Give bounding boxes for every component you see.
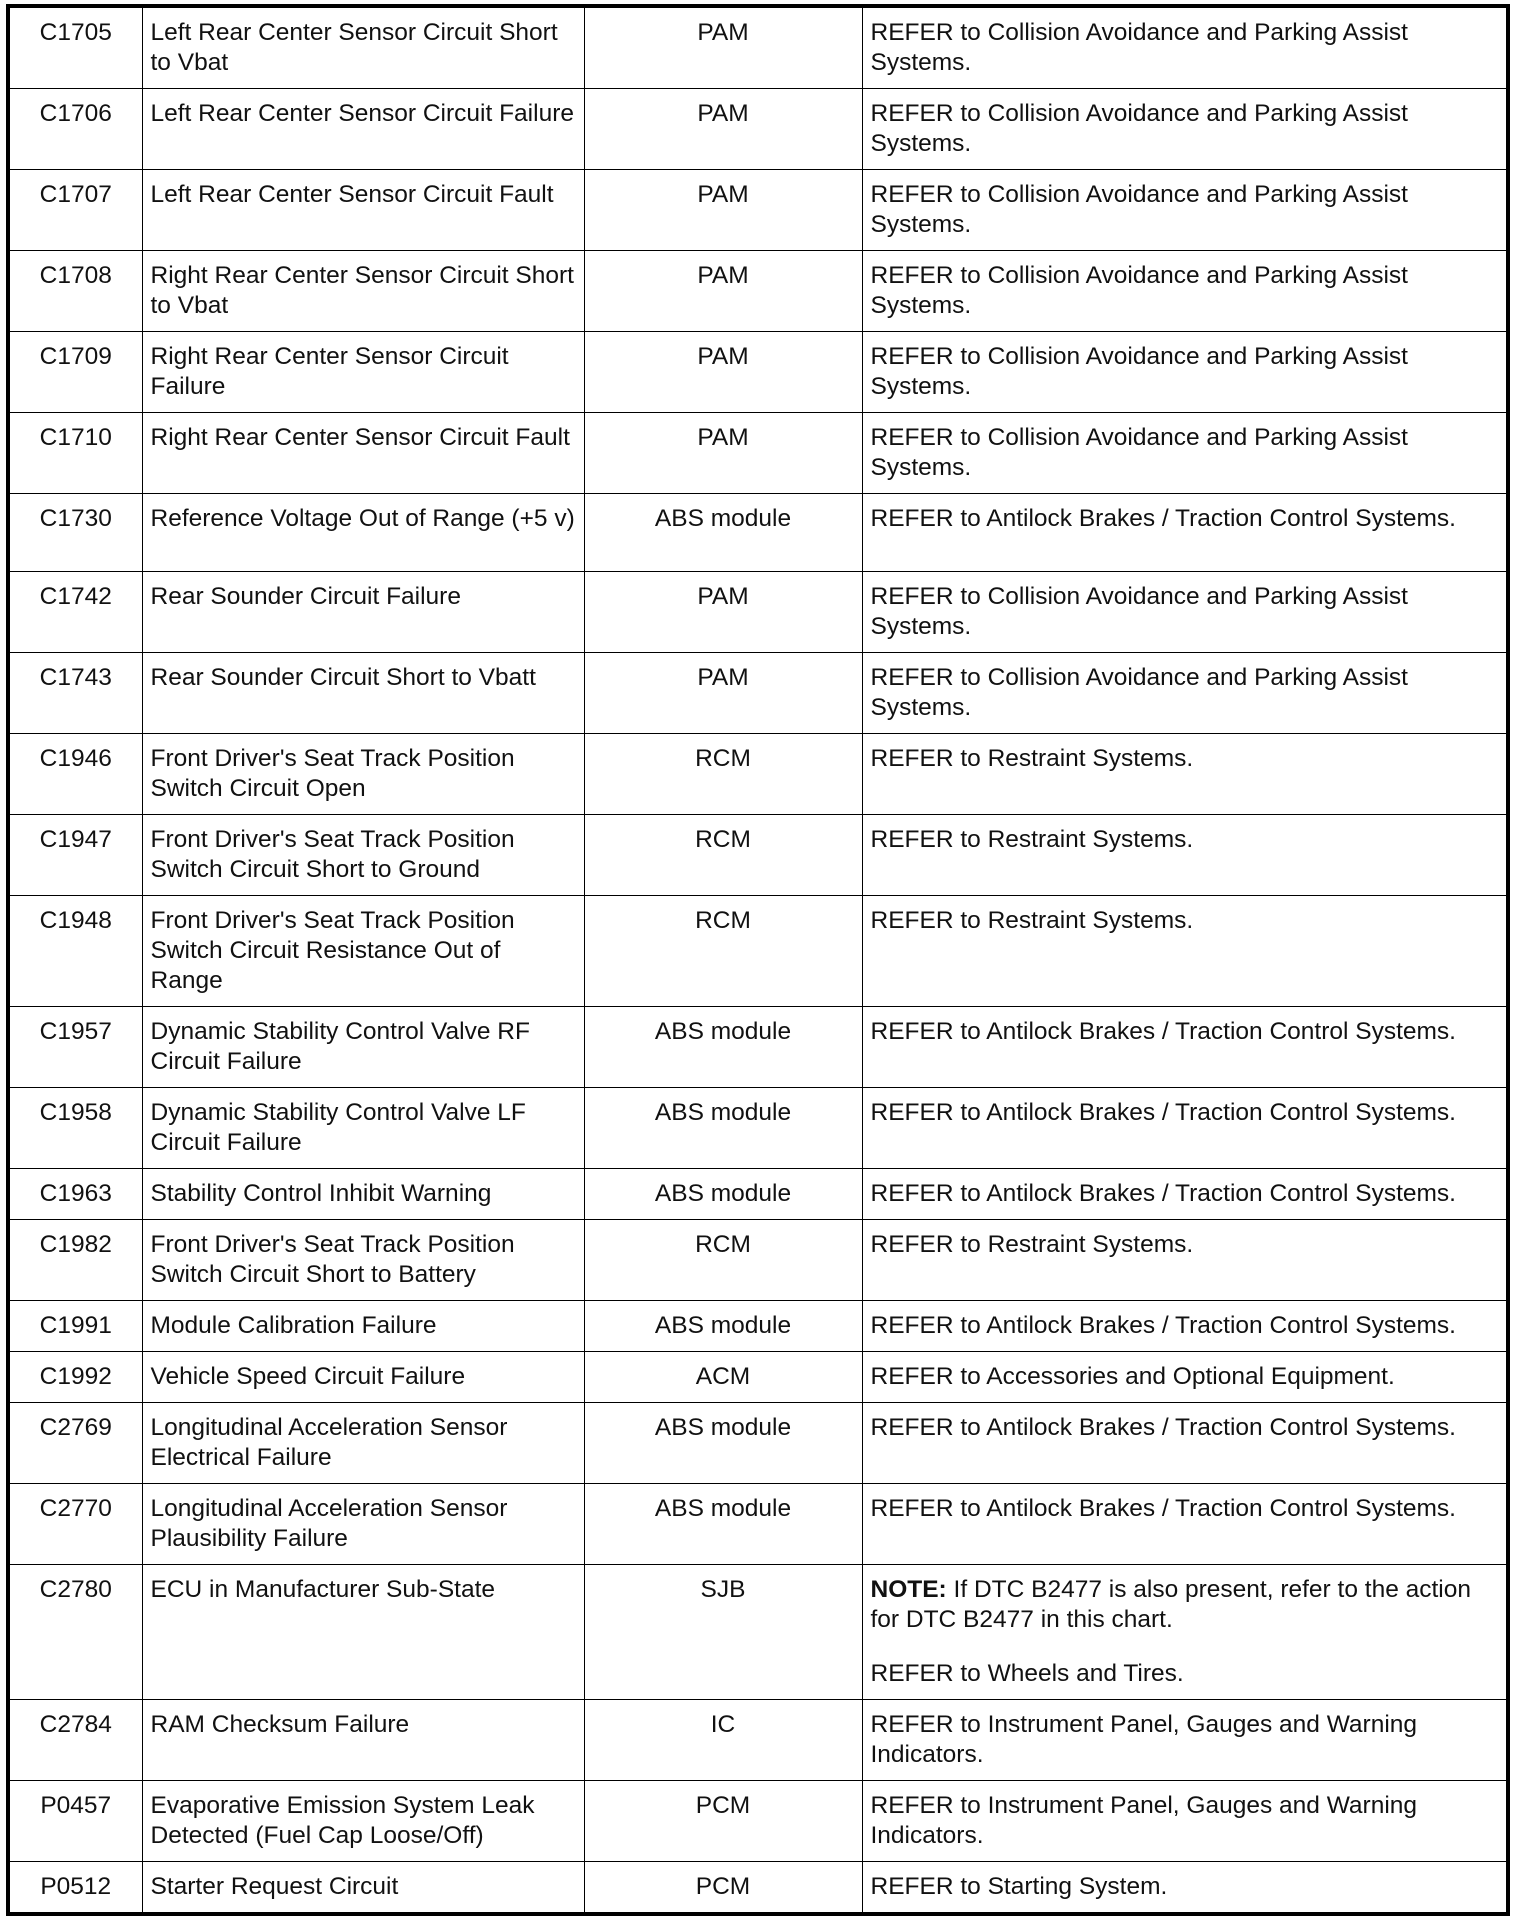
dtc-code: C2780: [8, 1565, 142, 1700]
table-row: [8, 1220, 1508, 1301]
dtc-module: ABS module: [584, 1403, 862, 1484]
dtc-module: PAM: [584, 170, 862, 251]
dtc-action: REFER to Antilock Brakes / Traction Control Systems.: [862, 1169, 1508, 1220]
dtc-code: C1982: [8, 1220, 142, 1301]
dtc-description: Front Driver's Seat Track Position Switch Circuit Open: [142, 734, 584, 815]
dtc-code: C1742: [8, 572, 142, 653]
table-row: [8, 1007, 1508, 1088]
note-label: NOTE:: [870, 1576, 947, 1603]
dtc-module: PAM: [584, 653, 862, 734]
dtc-action: REFER to Antilock Brakes / Traction Control Systems.: [862, 1007, 1508, 1088]
dtc-description: Left Rear Center Sensor Circuit Failure: [142, 89, 584, 170]
table-row: [8, 1403, 1508, 1484]
dtc-code: C1947: [8, 815, 142, 896]
dtc-description: Rear Sounder Circuit Short to Vbatt: [142, 653, 584, 734]
dtc-description: Stability Control Inhibit Warning: [142, 1169, 584, 1220]
dtc-code: C1706: [8, 89, 142, 170]
dtc-action: REFER to Antilock Brakes / Traction Control Systems.: [862, 1484, 1508, 1565]
dtc-description: Right Rear Center Sensor Circuit Fault: [142, 413, 584, 494]
dtc-action: REFER to Antilock Brakes / Traction Control Systems.: [862, 1301, 1508, 1352]
dtc-module: PAM: [584, 6, 862, 89]
table-row: [8, 1484, 1508, 1565]
dtc-code: C1743: [8, 653, 142, 734]
table-row: [8, 653, 1508, 734]
dtc-module: ABS module: [584, 494, 862, 572]
table-row: [8, 1169, 1508, 1220]
dtc-description: Reference Voltage Out of Range (+5 v): [142, 494, 584, 572]
dtc-description: ECU in Manufacturer Sub-State: [142, 1565, 584, 1700]
dtc-code: C2770: [8, 1484, 142, 1565]
dtc-table-body: [8, 6, 1508, 1914]
dtc-module: PCM: [584, 1781, 862, 1862]
dtc-module: PCM: [584, 1862, 862, 1915]
table-row: [8, 572, 1508, 653]
dtc-action: REFER to Collision Avoidance and Parking Assist Systems.: [862, 251, 1508, 332]
dtc-module: ABS module: [584, 1301, 862, 1352]
dtc-description: Starter Request Circuit: [142, 1862, 584, 1915]
dtc-description: RAM Checksum Failure: [142, 1700, 584, 1781]
dtc-module: PAM: [584, 413, 862, 494]
dtc-code: C1948: [8, 896, 142, 1007]
dtc-action: REFER to Collision Avoidance and Parking Assist Systems.: [862, 572, 1508, 653]
dtc-action: REFER to Starting System.: [862, 1862, 1508, 1915]
dtc-action: REFER to Restraint Systems.: [862, 734, 1508, 815]
dtc-action: REFER to Wheels and Tires.: [870, 1660, 1184, 1687]
table-row: [8, 1862, 1508, 1915]
dtc-description: Right Rear Center Sensor Circuit Short to Vbat: [142, 251, 584, 332]
dtc-description: Front Driver's Seat Track Position Switch Circuit Short to Battery: [142, 1220, 584, 1301]
dtc-code: C1709: [8, 332, 142, 413]
dtc-description: Rear Sounder Circuit Failure: [142, 572, 584, 653]
dtc-module: ABS module: [584, 1484, 862, 1565]
dtc-module: ABS module: [584, 1007, 862, 1088]
dtc-description: Front Driver's Seat Track Position Switch Circuit Short to Ground: [142, 815, 584, 896]
table-row: [8, 1352, 1508, 1403]
dtc-action: REFER to Restraint Systems.: [862, 815, 1508, 896]
dtc-description: Left Rear Center Sensor Circuit Fault: [142, 170, 584, 251]
table-row: [8, 1088, 1508, 1169]
dtc-action: REFER to Antilock Brakes / Traction Control Systems.: [862, 1403, 1508, 1484]
dtc-table: [6, 4, 1510, 1916]
dtc-description: Dynamic Stability Control Valve RF Circuit Failure: [142, 1007, 584, 1088]
dtc-code: C1992: [8, 1352, 142, 1403]
table-row: [8, 89, 1508, 170]
dtc-module: RCM: [584, 815, 862, 896]
dtc-action: REFER to Collision Avoidance and Parking Assist Systems.: [862, 6, 1508, 89]
table-row: [8, 896, 1508, 1007]
dtc-code: C1958: [8, 1088, 142, 1169]
dtc-module: PAM: [584, 332, 862, 413]
table-row: [8, 1301, 1508, 1352]
table-row: [8, 413, 1508, 494]
dtc-code: C1705: [8, 6, 142, 89]
table-row: [8, 1781, 1508, 1862]
dtc-action-cell: [862, 1565, 1508, 1700]
dtc-action: REFER to Collision Avoidance and Parking Assist Systems.: [862, 332, 1508, 413]
dtc-code: C1963: [8, 1169, 142, 1220]
table-row: [8, 251, 1508, 332]
dtc-module: SJB: [584, 1565, 862, 1700]
dtc-chart-page: [6, 4, 1506, 1916]
dtc-description: Evaporative Emission System Leak Detected (Fuel Cap Loose/Off): [142, 1781, 584, 1862]
dtc-description: Front Driver's Seat Track Position Switch Circuit Resistance Out of Range: [142, 896, 584, 1007]
dtc-action: REFER to Collision Avoidance and Parking Assist Systems.: [862, 653, 1508, 734]
dtc-description: Longitudinal Acceleration Sensor Electrical Failure: [142, 1403, 584, 1484]
dtc-description: Longitudinal Acceleration Sensor Plausibility Failure: [142, 1484, 584, 1565]
dtc-module: PAM: [584, 251, 862, 332]
dtc-action: REFER to Collision Avoidance and Parking Assist Systems.: [862, 170, 1508, 251]
dtc-action: REFER to Instrument Panel, Gauges and Warning Indicators.: [862, 1781, 1508, 1862]
dtc-description: Vehicle Speed Circuit Failure: [142, 1352, 584, 1403]
table-row: [8, 6, 1508, 89]
dtc-action: REFER to Restraint Systems.: [862, 1220, 1508, 1301]
dtc-action: REFER to Collision Avoidance and Parking Assist Systems.: [862, 89, 1508, 170]
table-row: [8, 170, 1508, 251]
dtc-code: C1730: [8, 494, 142, 572]
dtc-code: C2769: [8, 1403, 142, 1484]
dtc-description: Module Calibration Failure: [142, 1301, 584, 1352]
dtc-module: RCM: [584, 734, 862, 815]
dtc-code: P0512: [8, 1862, 142, 1915]
table-row: [8, 734, 1508, 815]
dtc-code: C1946: [8, 734, 142, 815]
table-row: [8, 1565, 1508, 1700]
dtc-module: RCM: [584, 896, 862, 1007]
dtc-description: Left Rear Center Sensor Circuit Short to Vbat: [142, 6, 584, 89]
dtc-code: C1707: [8, 170, 142, 251]
dtc-module: PAM: [584, 572, 862, 653]
note-block: [871, 1575, 1499, 1635]
dtc-action: REFER to Accessories and Optional Equipment.: [862, 1352, 1508, 1403]
dtc-module: RCM: [584, 1220, 862, 1301]
dtc-description: Right Rear Center Sensor Circuit Failure: [142, 332, 584, 413]
dtc-action: REFER to Antilock Brakes / Traction Control Systems.: [862, 1088, 1508, 1169]
table-row: [8, 1700, 1508, 1781]
dtc-action: REFER to Instrument Panel, Gauges and Warning Indicators.: [862, 1700, 1508, 1781]
table-row: [8, 332, 1508, 413]
note-text: If DTC B2477 is also present, refer to the action for DTC B2477 in this chart.: [870, 1576, 1472, 1633]
dtc-module: ABS module: [584, 1169, 862, 1220]
dtc-module: IC: [584, 1700, 862, 1781]
dtc-action: REFER to Collision Avoidance and Parking Assist Systems.: [862, 413, 1508, 494]
dtc-code: C1708: [8, 251, 142, 332]
dtc-module: ACM: [584, 1352, 862, 1403]
dtc-code: C2784: [8, 1700, 142, 1781]
dtc-action: REFER to Antilock Brakes / Traction Control Systems.: [862, 494, 1508, 572]
dtc-code: C1957: [8, 1007, 142, 1088]
dtc-description: Dynamic Stability Control Valve LF Circuit Failure: [142, 1088, 584, 1169]
dtc-code: C1991: [8, 1301, 142, 1352]
dtc-code: P0457: [8, 1781, 142, 1862]
table-row: [8, 494, 1508, 572]
dtc-module: ABS module: [584, 1088, 862, 1169]
dtc-action: REFER to Restraint Systems.: [862, 896, 1508, 1007]
dtc-code: C1710: [8, 413, 142, 494]
dtc-module: PAM: [584, 89, 862, 170]
table-row: [8, 815, 1508, 896]
